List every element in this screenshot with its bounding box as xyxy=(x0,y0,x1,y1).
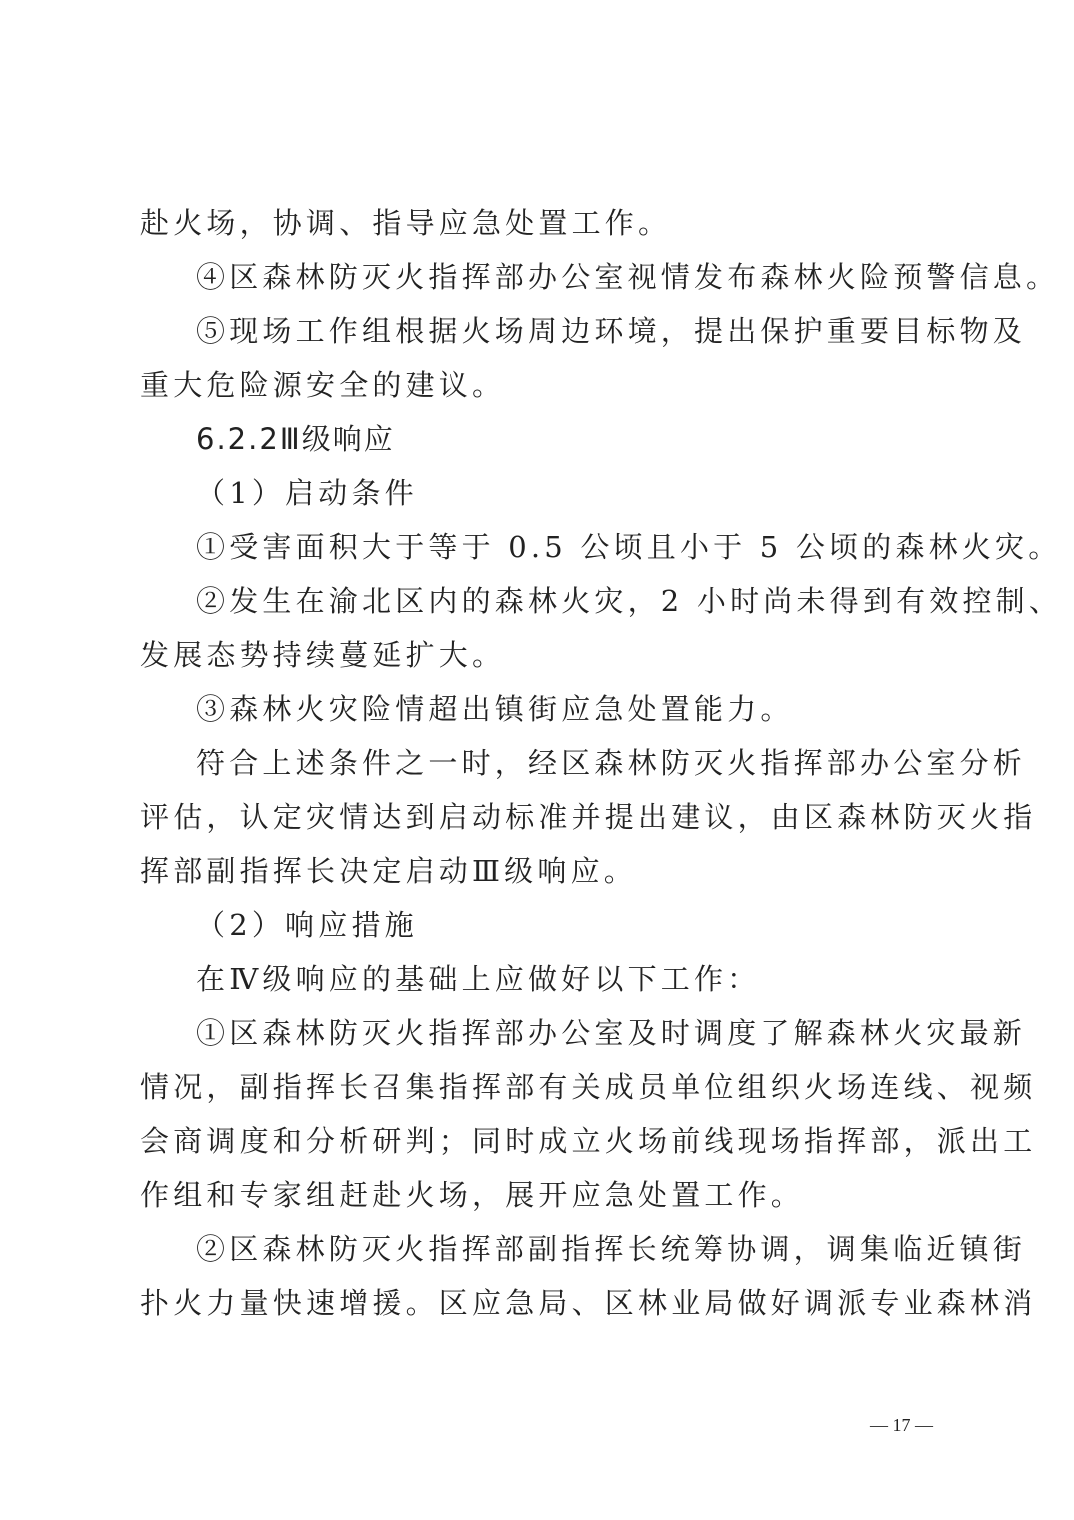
text-line-8: ②发生在渝北区内的森林火灾，2 小时尚未得到有效控制、 xyxy=(196,584,1063,618)
text-line-13: 挥部副指挥长决定启动Ⅲ级响应。 xyxy=(140,854,637,888)
text-line-18: 会商调度和分析研判；同时成立火场前线现场指挥部，派出工 xyxy=(140,1124,1037,1158)
text-line-17: 情况，副指挥长召集指挥部有关成员单位组织火场连线、视频 xyxy=(140,1070,1037,1104)
subheading-response-measures: （2）响应措施 xyxy=(196,908,418,942)
text-line-20: ②区森林防灭火指挥部副指挥长统筹协调，调集临近镇街 xyxy=(196,1232,1027,1266)
text-line-9: 发展态势持续蔓延扩大。 xyxy=(140,638,506,672)
section-heading-6-2-2: 6.2.2Ⅲ级响应 xyxy=(196,422,395,456)
page-number: — 17 — xyxy=(870,1415,933,1435)
text-line-10: ③森林火灾险情超出镇街应急处置能力。 xyxy=(196,692,794,726)
text-line-2: ④区森林防灭火指挥部办公室视情发布森林火险预警信息。 xyxy=(196,260,1060,294)
subheading-start-conditions: （1）启动条件 xyxy=(196,476,418,510)
text-line-1: 赴火场，协调、指导应急处置工作。 xyxy=(140,206,672,240)
text-line-3: ⑤现场工作组根据火场周边环境，提出保护重要目标物及 xyxy=(196,314,1027,348)
text-line-11: 符合上述条件之一时，经区森林防灭火指挥部办公室分析 xyxy=(196,746,1027,780)
text-line-16: ①区森林防灭火指挥部办公室及时调度了解森林火灾最新 xyxy=(196,1016,1027,1050)
text-line-21: 扑火力量快速增援。区应急局、区林业局做好调派专业森林消 xyxy=(140,1286,1037,1320)
text-line-19: 作组和专家组赶赴火场，展开应急处置工作。 xyxy=(140,1178,805,1212)
text-line-7: ①受害面积大于等于 0.5 公顷且小于 5 公顷的森林火灾。 xyxy=(196,530,1062,564)
text-line-4: 重大危险源安全的建议。 xyxy=(140,368,506,402)
text-line-15: 在Ⅳ级响应的基础上应做好以下工作： xyxy=(196,962,761,996)
text-line-12: 评估，认定灾情达到启动标准并提出建议，由区森林防灭火指 xyxy=(140,800,1037,834)
